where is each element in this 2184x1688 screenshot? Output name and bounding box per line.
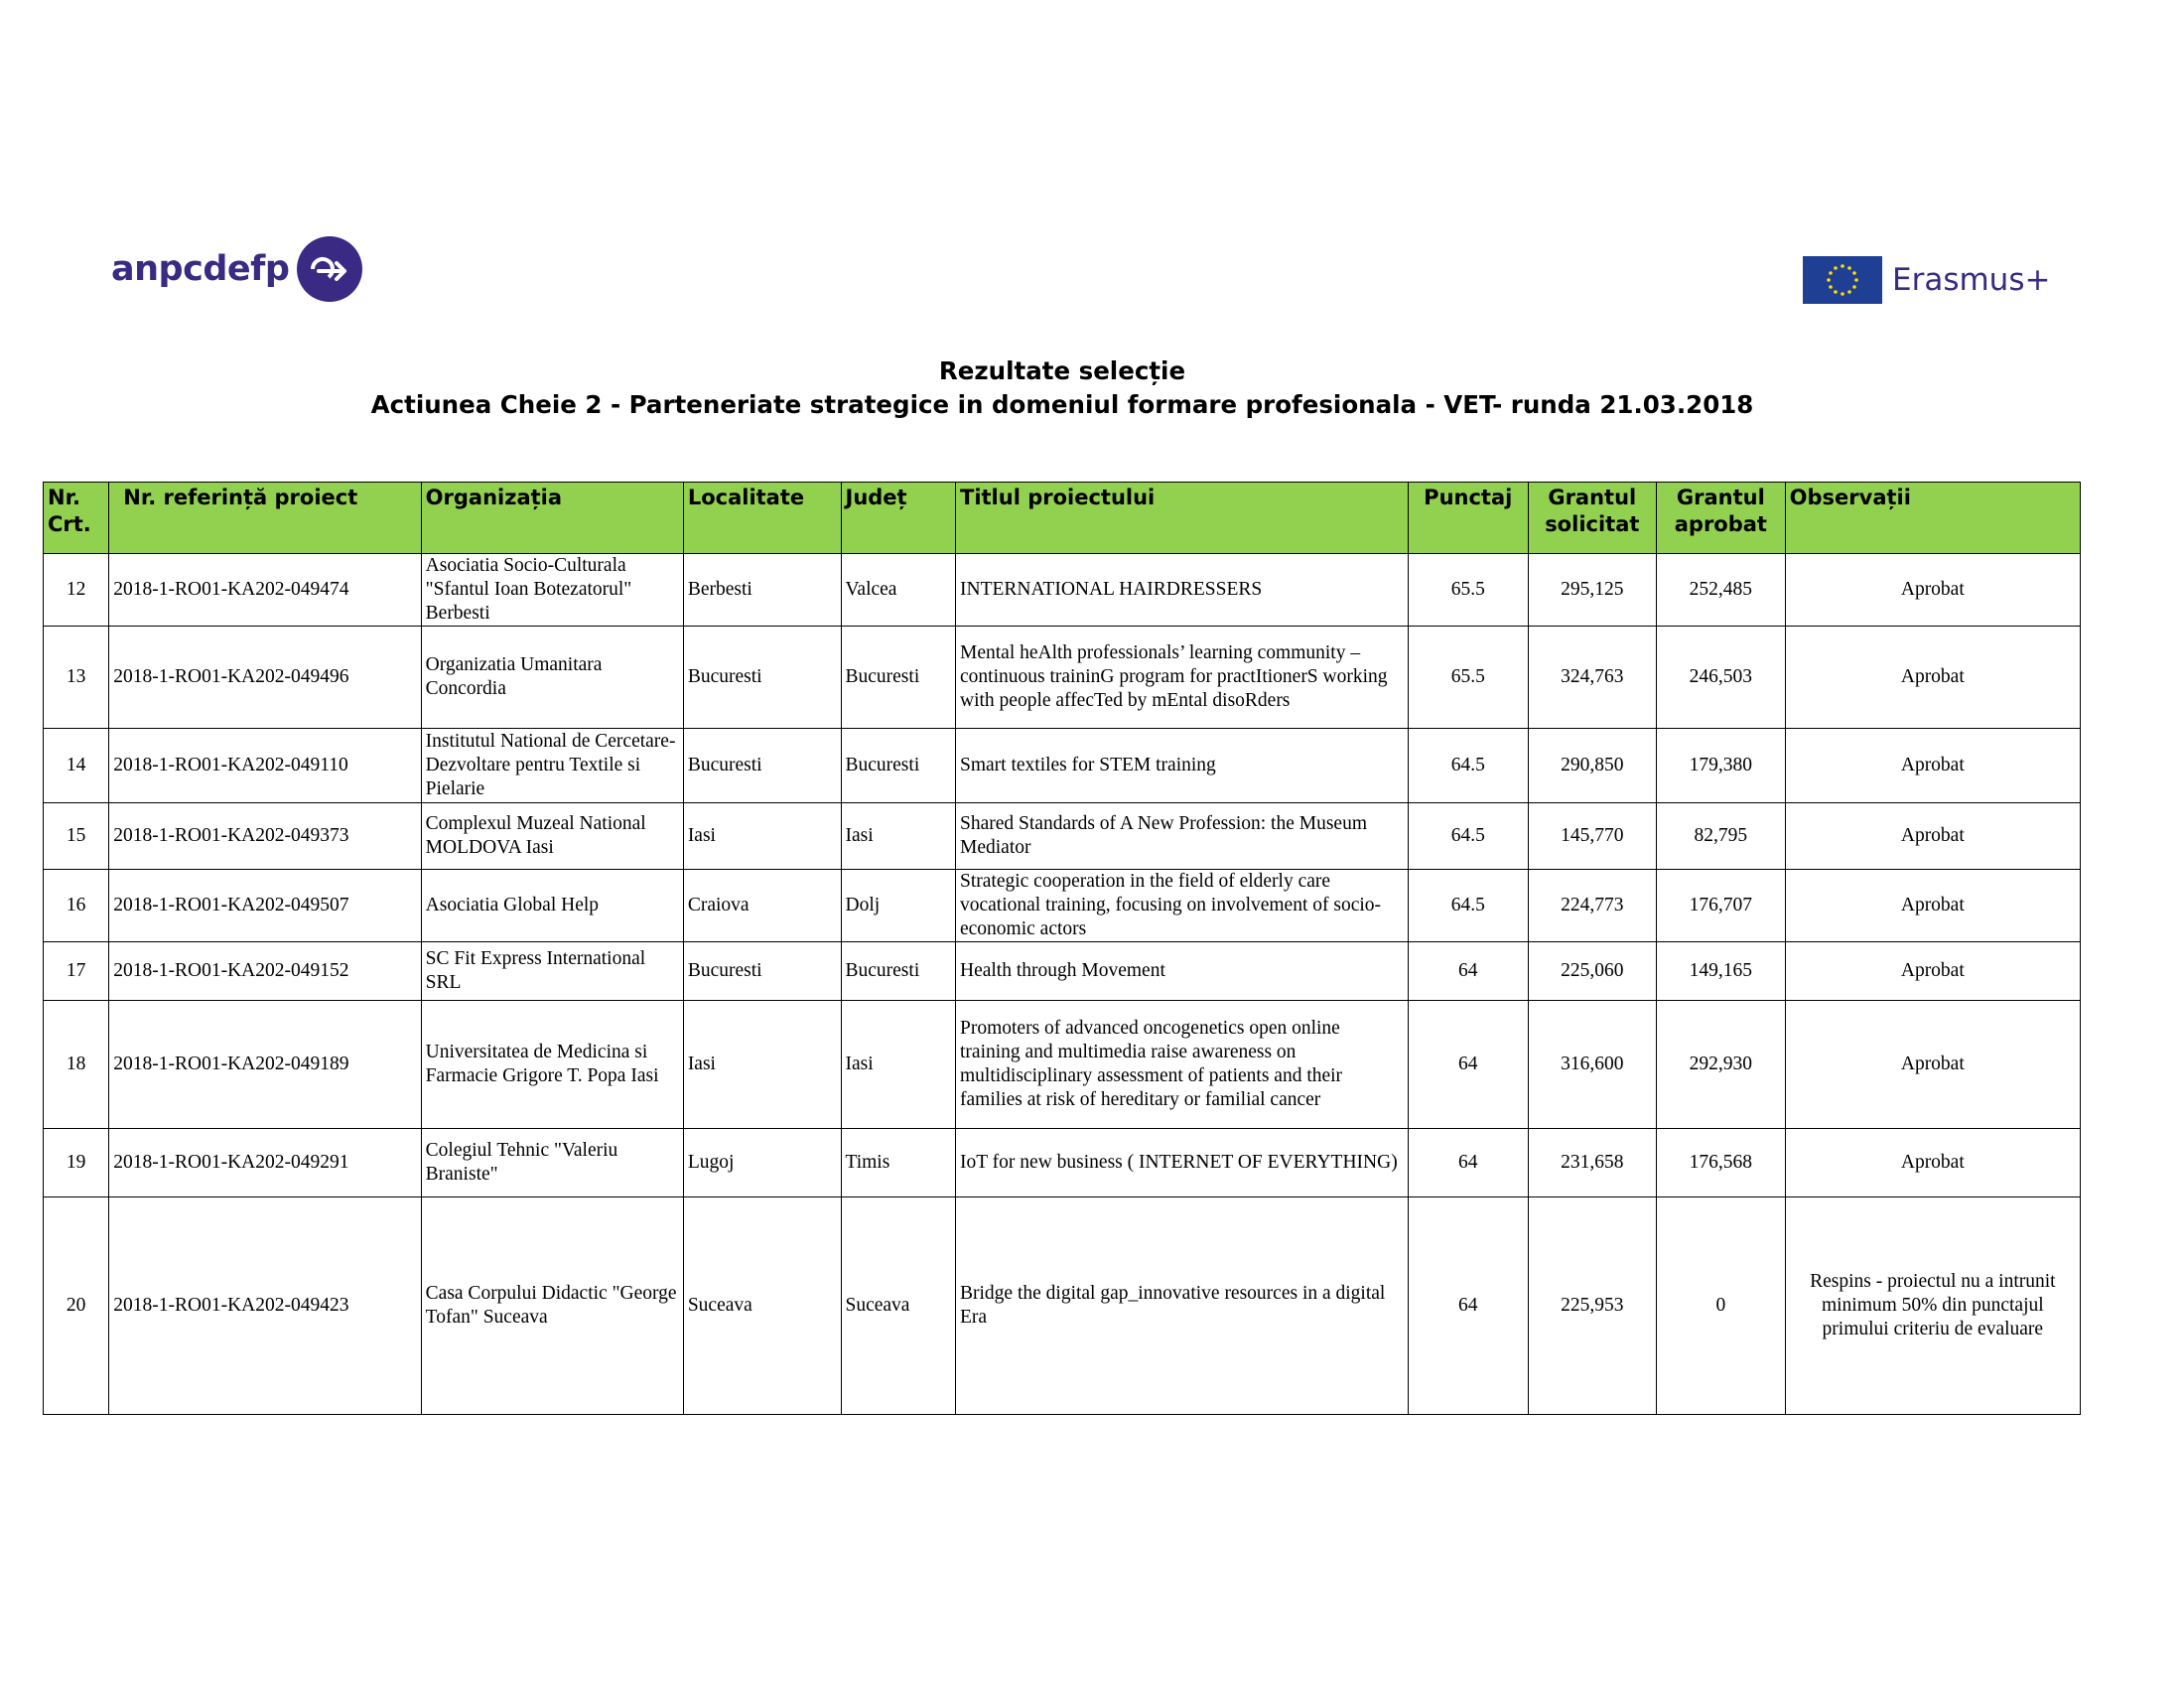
cell-grant-requested: 295,125 <box>1528 554 1657 627</box>
cell-reference: 2018-1-RO01-KA202-049496 <box>109 627 421 729</box>
table-row <box>44 1001 2081 1129</box>
cell-project-title: Health through Movement <box>956 942 1409 1001</box>
cell-county: Bucuresti <box>841 942 956 1001</box>
cell-observations: Aprobat <box>1785 627 2080 729</box>
cell-reference: 2018-1-RO01-KA202-049507 <box>109 870 421 942</box>
cell-project-title: INTERNATIONAL HAIRDRESSERS <box>956 554 1409 627</box>
cell-grant-requested: 225,953 <box>1528 1197 1657 1415</box>
cell-nr: 12 <box>44 554 109 627</box>
cell-observations: Aprobat <box>1785 942 2080 1001</box>
cell-observations: Aprobat <box>1785 870 2080 942</box>
cell-score: 64.5 <box>1409 870 1529 942</box>
cell-organization: Asociatia Socio-Culturala "Sfantul Ioan Botezatorul" Berbesti <box>421 554 683 627</box>
cell-locality: Bucuresti <box>683 942 841 1001</box>
header-nr-crt: Nr. Crt. <box>44 483 109 554</box>
header-locality: Localitate <box>683 483 841 554</box>
header-county: Județ <box>841 483 956 554</box>
cell-grant-approved: 292,930 <box>1657 1001 1786 1129</box>
cell-grant-requested: 224,773 <box>1528 870 1657 942</box>
cell-nr: 14 <box>44 729 109 803</box>
table-row <box>44 942 2081 1001</box>
cell-organization: Institutul National de Cercetare-Dezvoltare pentru Textile si Pielarie <box>421 729 683 803</box>
cell-grant-requested: 231,658 <box>1528 1129 1657 1197</box>
header-observations: Observații <box>1785 483 2080 554</box>
cell-observations: Aprobat <box>1785 1001 2080 1129</box>
table-row <box>44 554 2081 627</box>
table-row <box>44 1197 2081 1415</box>
cell-county: Iasi <box>841 1001 956 1129</box>
page-subtitle: Actiunea Cheie 2 - Parteneriate strategice in domeniul formare profesionala - VET- runda 21.03.2018 <box>370 390 1754 419</box>
cell-nr: 15 <box>44 803 109 870</box>
cell-project-title: Bridge the digital gap_innovative resources in a digital Era <box>956 1197 1409 1415</box>
cell-score: 64 <box>1409 1197 1529 1415</box>
cell-nr: 17 <box>44 942 109 1001</box>
cell-locality: Bucuresti <box>683 627 841 729</box>
cell-score: 65.5 <box>1409 627 1529 729</box>
cell-project-title: Promoters of advanced oncogenetics open online training and multimedia raise awareness on multidisciplinary assessment of patients and their families at risk of hereditary or familial cancer <box>956 1001 1409 1129</box>
cell-locality: Suceava <box>683 1197 841 1415</box>
cell-grant-requested: 316,600 <box>1528 1001 1657 1129</box>
cell-project-title: Smart textiles for STEM training <box>956 729 1409 803</box>
cell-observations: Aprobat <box>1785 729 2080 803</box>
cell-grant-approved: 179,380 <box>1657 729 1786 803</box>
cell-organization: SC Fit Express International SRL <box>421 942 683 1001</box>
cell-grant-approved: 82,795 <box>1657 803 1786 870</box>
cell-nr: 18 <box>44 1001 109 1129</box>
cell-project-title: IoT for new business ( INTERNET OF EVERYTHING) <box>956 1129 1409 1197</box>
header-project-title: Titlul proiectului <box>956 483 1409 554</box>
erasmus-plus-logo <box>1803 256 2050 304</box>
cell-grant-requested: 145,770 <box>1528 803 1657 870</box>
cell-reference: 2018-1-RO01-KA202-049152 <box>109 942 421 1001</box>
cell-county: Valcea <box>841 554 956 627</box>
cell-locality: Iasi <box>683 803 841 870</box>
cell-grant-requested: 290,850 <box>1528 729 1657 803</box>
cell-grant-requested: 324,763 <box>1528 627 1657 729</box>
cell-observations: Aprobat <box>1785 554 2080 627</box>
cell-project-title: Shared Standards of A New Profession: the Museum Mediator <box>956 803 1409 870</box>
cell-grant-requested: 225,060 <box>1528 942 1657 1001</box>
cell-county: Timis <box>841 1129 956 1197</box>
table-row <box>44 1129 2081 1197</box>
cell-locality: Iasi <box>683 1001 841 1129</box>
cell-organization: Casa Corpului Didactic "George Tofan" Suceava <box>421 1197 683 1415</box>
cell-reference: 2018-1-RO01-KA202-049189 <box>109 1001 421 1129</box>
cell-county: Bucuresti <box>841 627 956 729</box>
cell-county: Bucuresti <box>841 729 956 803</box>
cell-score: 65.5 <box>1409 554 1529 627</box>
header-organization: Organizația <box>421 483 683 554</box>
cell-project-title: Mental heAlth professionals’ learning community – continuous traininG program for practItionerS working with people affecTed by mEntal disoRders <box>956 627 1409 729</box>
cell-grant-approved: 149,165 <box>1657 942 1786 1001</box>
cell-project-title: Strategic cooperation in the field of elderly care vocational training, focusing on involvement of socio-economic actors <box>956 870 1409 942</box>
header-grant-requested: Grantul solicitat <box>1528 483 1657 554</box>
cell-grant-approved: 0 <box>1657 1197 1786 1415</box>
cell-score: 64 <box>1409 1001 1529 1129</box>
header-grant-approved: Grantul aprobat <box>1657 483 1786 554</box>
cell-locality: Berbesti <box>683 554 841 627</box>
cell-grant-approved: 246,503 <box>1657 627 1786 729</box>
table-row <box>44 803 2081 870</box>
erasmus-plus-text: Erasmus+ <box>1892 262 2051 298</box>
table-row <box>44 627 2081 729</box>
table-row <box>44 870 2081 942</box>
cell-county: Iasi <box>841 803 956 870</box>
cell-score: 64.5 <box>1409 803 1529 870</box>
cell-grant-approved: 252,485 <box>1657 554 1786 627</box>
cell-score: 64.5 <box>1409 729 1529 803</box>
cell-organization: Asociatia Global Help <box>421 870 683 942</box>
document-titles <box>0 354 2124 422</box>
eu-flag-icon <box>1803 256 1882 304</box>
results-table <box>43 482 2081 1415</box>
cell-organization: Universitatea de Medicina si Farmacie Grigore T. Popa Iasi <box>421 1001 683 1129</box>
page-title: Rezultate selecție <box>938 356 1186 385</box>
cell-locality: Bucuresti <box>683 729 841 803</box>
cell-nr: 19 <box>44 1129 109 1197</box>
cell-observations: Respins - proiectul nu a intrunit minimum 50% din punctajul primului criteriu de evaluare <box>1785 1197 2080 1415</box>
cell-nr: 16 <box>44 870 109 942</box>
header-reference: Nr. referință proiect <box>109 483 421 554</box>
cell-score: 64 <box>1409 1129 1529 1197</box>
cell-organization: Complexul Muzeal National MOLDOVA Iasi <box>421 803 683 870</box>
cell-reference: 2018-1-RO01-KA202-049110 <box>109 729 421 803</box>
cell-score: 64 <box>1409 942 1529 1001</box>
cell-county: Suceava <box>841 1197 956 1415</box>
cell-reference: 2018-1-RO01-KA202-049373 <box>109 803 421 870</box>
cell-grant-approved: 176,568 <box>1657 1129 1786 1197</box>
cell-reference: 2018-1-RO01-KA202-049423 <box>109 1197 421 1415</box>
cell-grant-approved: 176,707 <box>1657 870 1786 942</box>
cell-locality: Craiova <box>683 870 841 942</box>
cell-observations: Aprobat <box>1785 1129 2080 1197</box>
cell-locality: Lugoj <box>683 1129 841 1197</box>
cell-county: Dolj <box>841 870 956 942</box>
cell-reference: 2018-1-RO01-KA202-049474 <box>109 554 421 627</box>
anpcdefp-logo <box>111 236 362 302</box>
cell-organization: Organizatia Umanitara Concordia <box>421 627 683 729</box>
cell-reference: 2018-1-RO01-KA202-049291 <box>109 1129 421 1197</box>
table-header-row <box>44 483 2081 554</box>
anpcdefp-logo-text: anpcdefp <box>111 249 290 289</box>
header-score: Punctaj <box>1409 483 1529 554</box>
anpcdefp-arrow-icon <box>297 236 362 302</box>
cell-nr: 20 <box>44 1197 109 1415</box>
cell-observations: Aprobat <box>1785 803 2080 870</box>
cell-organization: Colegiul Tehnic "Valeriu Braniste" <box>421 1129 683 1197</box>
cell-nr: 13 <box>44 627 109 729</box>
table-row <box>44 729 2081 803</box>
